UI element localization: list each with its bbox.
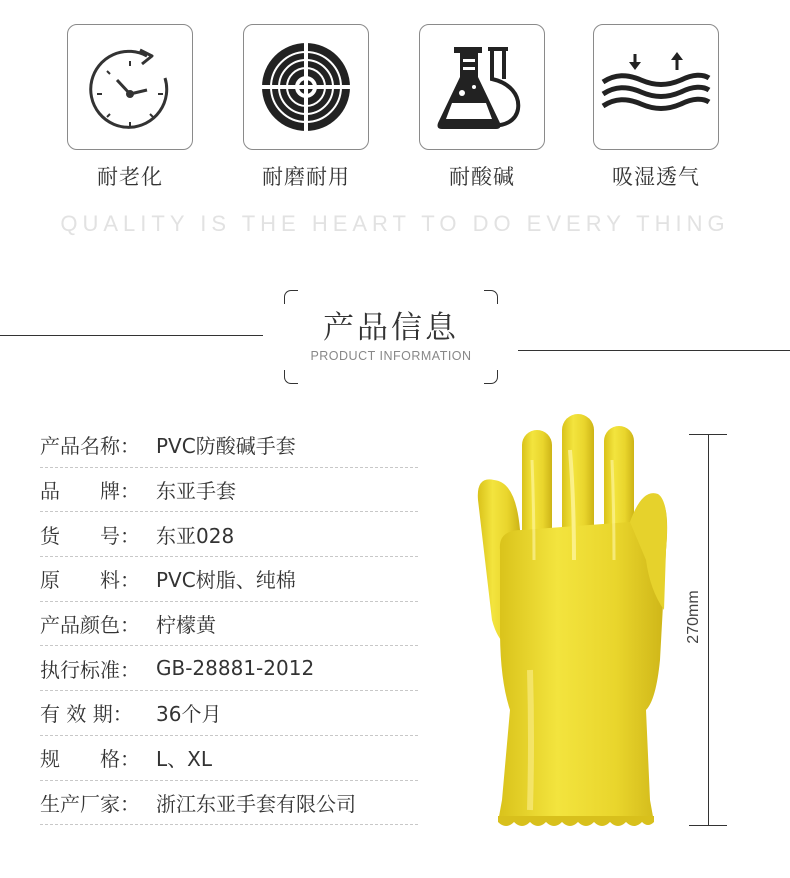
feature-label: 吸湿透气 [612,165,700,189]
info-row-item-no [40,512,418,557]
info-row-material [40,557,418,602]
feature-anti-aging [67,24,193,191]
heading-bracket [284,370,298,384]
info-key: 生产厂家： [40,791,140,816]
feature-acid-alkali [419,24,545,191]
heading-bracket [484,370,498,384]
feature-breathable [593,24,719,191]
target-icon [243,24,369,150]
glove-image [470,410,680,844]
info-row-color [40,602,418,647]
dimension-label: 270mm [685,590,702,644]
info-value: PVC树脂、纯棉 [156,568,296,593]
info-row-standard [40,646,418,691]
info-row-brand [40,468,418,513]
info-value: 东亚手套 [156,479,236,504]
dimension-line [708,434,709,826]
feature-label: 耐酸碱 [449,165,515,189]
section-subtitle: PRODUCT INFORMATION [310,349,472,363]
info-value: 36个月 [156,702,222,727]
info-value: 柠檬黄 [156,613,216,638]
info-row-name [40,423,418,468]
info-key: 原 料： [40,568,140,593]
feature-wear-resistant [243,24,369,191]
heading-line-left [0,335,263,336]
info-row-size [40,736,418,781]
info-value: 东亚028 [156,523,235,548]
info-key: 产品颜色： [40,613,140,638]
info-key: 规 格： [40,747,140,772]
dimension-cap [689,434,727,435]
flask-icon [419,24,545,150]
info-key: 产品名称： [40,434,140,459]
slogan: QUALITY IS THE HEART TO DO EVERY THING [60,211,730,236]
info-row-shelf-life [40,691,418,736]
feature-label: 耐老化 [97,165,163,189]
info-value: 浙江东亚手套有限公司 [156,791,356,816]
clock-icon [67,24,193,150]
info-key: 执行标准： [40,657,140,682]
heading-line-right [518,350,790,351]
info-key: 货 号： [40,523,140,548]
waves-icon [593,24,719,150]
info-row-manufacturer [40,781,418,826]
info-value: GB-28881-2012 [156,656,315,681]
dimension-cap [689,825,727,826]
info-value: PVC防酸碱手套 [156,434,296,459]
info-key: 品 牌： [40,479,140,504]
feature-label: 耐磨耐用 [262,165,350,189]
product-info-list [40,423,418,825]
info-key: 有 效 期： [40,702,133,727]
info-value: L、XL [156,747,212,772]
section-title: 产品信息 [323,310,459,346]
